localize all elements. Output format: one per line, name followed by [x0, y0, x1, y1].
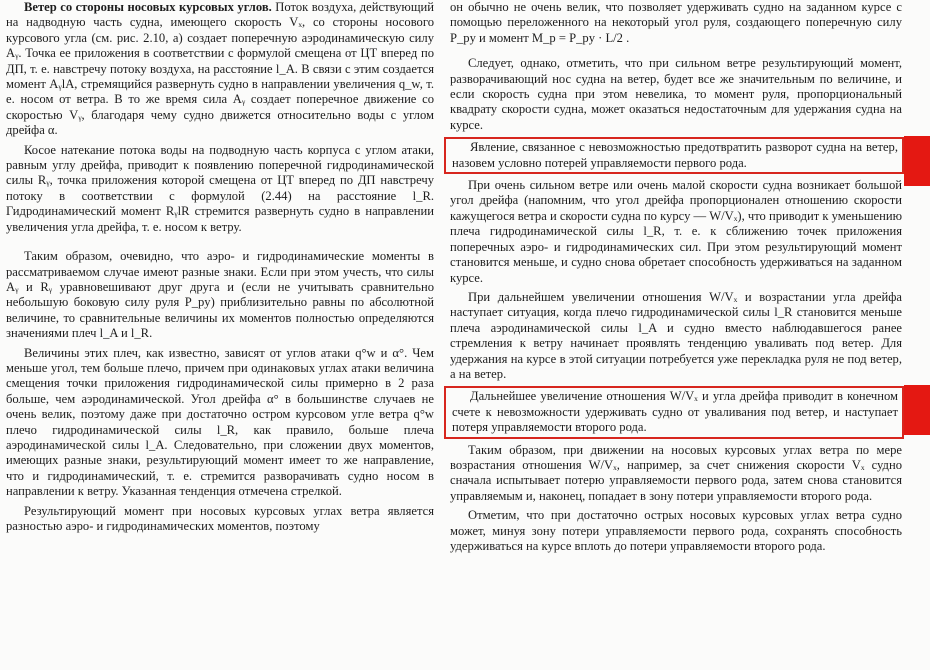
red-marker-tab: [904, 136, 930, 186]
section-run-in-heading: Ветер со стороны носовых курсовых углов.: [24, 0, 272, 14]
left-paragraph-2: Косое натекание потока воды на подводную часть корпуса с углом атаки, равным углу дрейфа, приводит к появлению поперечной гидродинамической силы Rᵧ, точка приложения которой смещена от ЦТ вперед по ДП навстречу потоку в соответствии с формулой (2.44) на расстояние l_R. Гидродинамический момент RᵧlR стремится развернуть судно в направлении увеличения угла дрейфа, т. е. носом к ветру.: [6, 142, 434, 234]
left-paragraph-5: Результирующий момент при носовых курсовых углах ветра является разностью аэро- и гидродинамических моментов, поэтому: [6, 503, 434, 533]
right-paragraph-1: он обычно не очень велик, что позволяет удерживать судно на заданном курсе с помощью переложенного на некоторый угол руля, создающего поперечную силу P_py и момент M_p = P_py · L/2 .: [450, 0, 902, 45]
highlight-box-first-kind: [444, 137, 904, 174]
highlight-box-second-kind: [444, 386, 904, 438]
left-paragraph-1-text: Поток воздуха, действующий на надводную часть судна, имеющего скорость Vₓ, со стороны носового курсового угла (см. рис. 2.10, а) создает поперечную аэродинамическую силу Aᵧ. Точка ее приложения в соответствии с формулой смещена от ЦТ вперед по ДП, т. е. навстречу потоку воздуха, на расстояние l_A. В связи с этим создается момент AᵧlA, стремящийся развернуть судно в направлении увеличения q_w, т. е. носом от ветра. В то же время сила Aᵧ создает поперечное движение со скоростью Vᵧ, благодаря чему судно движется относительно воды с углом дрейфа α.: [6, 0, 434, 138]
right-paragraph-7: Таким образом, при движении на носовых курсовых углах ветра по мере возрастания отношения W/Vₓ, например, за счет снижения скорости Vₓ судно сначала испытывает потерю управляемости первого рода, затем снова становится управляемым и, наконец, попадает в зону потери управляемости второго рода.: [450, 442, 902, 503]
right-paragraph-2: Следует, однако, отметить, что при сильном ветре результирующий момент, разворачивающий нос судна на ветер, будет все же значительным по величине, и если скорость судна при этом невелика, то момент руля, пропорциональный квадрату скорости судна, может оказаться недостаточным для удержания судна на курсе.: [450, 56, 902, 132]
left-paragraph-3: Таким образом, очевидно, что аэро- и гидродинамические моменты в рассматриваемом случае имеют разные знаки. Если при этом учесть, что силы Aᵧ и Rᵧ уравновешивают друг друга и (если не учитывать сравнительно небольшую боковую силу руля P_py) приблизительно равны по абсолютной величине, то сравнительные величины их моментов полностью определяются значениями плеч l_A и l_R.: [6, 249, 434, 341]
right-paragraph-3-highlighted: Явление, связанное с невозможностью предотвратить разворот судна на ветер, назовем условно потерей управляемости первого рода.: [452, 140, 898, 170]
right-paragraph-6-highlighted: Дальнейшее увеличение отношения W/Vₓ и угла дрейфа приводит в конечном счете к невозможности удерживать судно от уваливания под ветер, и наступает потеря управляемости второго рода.: [452, 389, 898, 435]
right-paragraph-5: При дальнейшем увеличении отношения W/Vₓ и возрастании угла дрейфа наступает ситуация, когда плечо гидродинамической силы l_R становится меньше плеча аэродинамической силы l_A и судно вместо наблюдавшегося ранее стремления к ветру начинает проявлять тенденцию уваливать под ветер. Для удержания на курсе в этой ситуации потребуется уже перекладка руля не под ветер, а на ветер.: [450, 289, 902, 381]
left-paragraph-4: Величины этих плеч, как известно, зависят от углов атаки q°w и α°. Чем меньше угол, тем больше плечо, причем при одинаковых углах атаки величина смещения точки приложения гидродинамической силы примерно в 2 раза больше, чем аэродинамической. Угол дрейфа α° в большинстве случаев не очень велик, поэтому даже при достаточно остром курсовом угле ветра q°w плечо гидродинамической силы l_R, как правило, больше плеча аэродинамической силы l_A. Следовательно, при сложении двух моментов, имеющих разные знаки, результирующий момент имеет то же направление, что и гидродинамический, т. е. стремится разворачивать судно носом в направлении к ветру. Указанная тенденция отмечена стрелкой.: [6, 345, 434, 499]
right-paragraph-8: Отметим, что при достаточно острых носовых курсовых углах ветра судно может, минуя зону потери управляемости первого рода, сохранять способность удерживаться на курсе вплоть до потери управляемости второго рода.: [450, 508, 902, 553]
left-paragraph-1: [6, 0, 434, 139]
left-column: [6, 0, 434, 538]
paragraph-gap: [6, 239, 434, 249]
red-marker-tab: [904, 385, 930, 435]
right-column: [450, 0, 902, 558]
right-paragraph-4: При очень сильном ветре или очень малой скорости судна возникает большой угол дрейфа (напомним, что угол дрейфа пропорционален отношению скорости кажущегося ветра и скорости судна по курсу — W/Vₓ), что приводит к уменьшению плеча гидродинамической силы l_R, т. е. к сближению точек приложения поперечных аэро- и гидродинамических сил. При этом результирующий момент становится меньше, и судно снова обретает способность удерживаться на заданном курсе.: [450, 178, 902, 285]
